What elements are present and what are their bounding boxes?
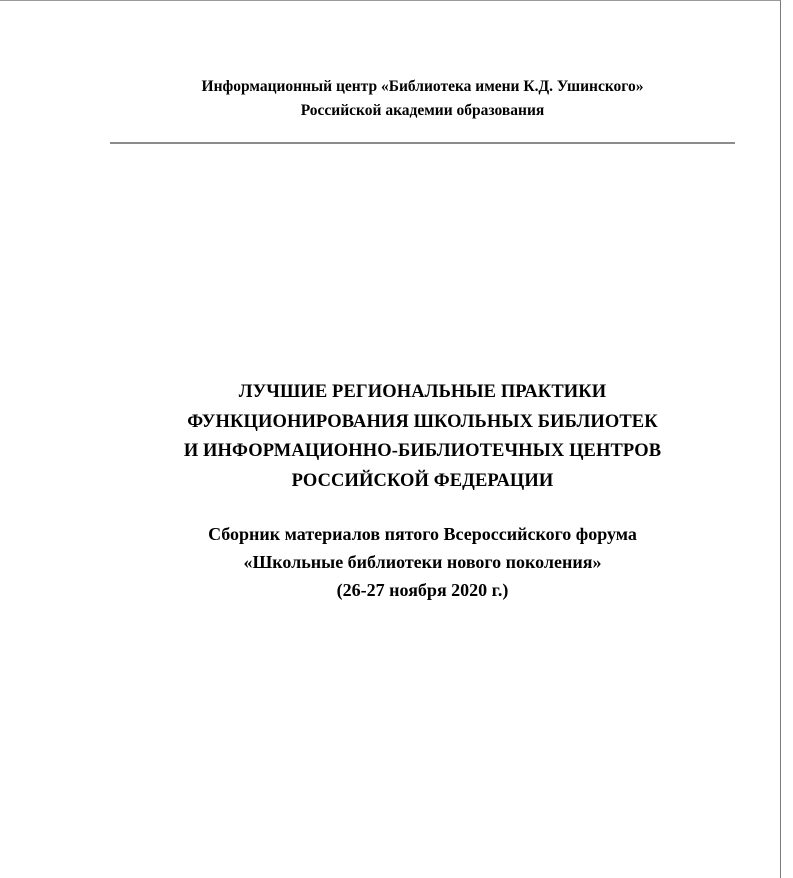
subtitle-line-3: (26-27 ноября 2020 г.) (336, 580, 509, 600)
document-title (0, 378, 793, 496)
institution-name-line-1: Информационный центр «Библиотека имени К.Д. Ушинского» (201, 78, 644, 95)
subtitle-line-2: «Школьные библиотеки нового поколения» (243, 552, 602, 572)
title-line-4: РОССИЙСКОЙ ФЕДЕРАЦИИ (291, 470, 554, 491)
header-divider (110, 142, 735, 144)
institution-header (0, 75, 793, 123)
viewer-scroll-gutter[interactable] (782, 0, 793, 878)
title-line-2: ФУНКЦИОНИРОВАНИЯ ШКОЛЬНЫХ БИБЛИОТЕК (187, 411, 658, 432)
title-line-3: И ИНФОРМАЦИОННО-БИБЛИОТЕЧНЫХ ЦЕНТРОВ (183, 441, 662, 461)
title-line-1: ЛУЧШИЕ РЕГИОНАЛЬНЫЕ ПРАКТИКИ (238, 382, 607, 402)
document-subtitle (0, 520, 793, 604)
subtitle-line-1: Сборник материалов пятого Всероссийского форума (208, 524, 637, 544)
institution-name-line-2: Российской академии образования (300, 102, 545, 119)
